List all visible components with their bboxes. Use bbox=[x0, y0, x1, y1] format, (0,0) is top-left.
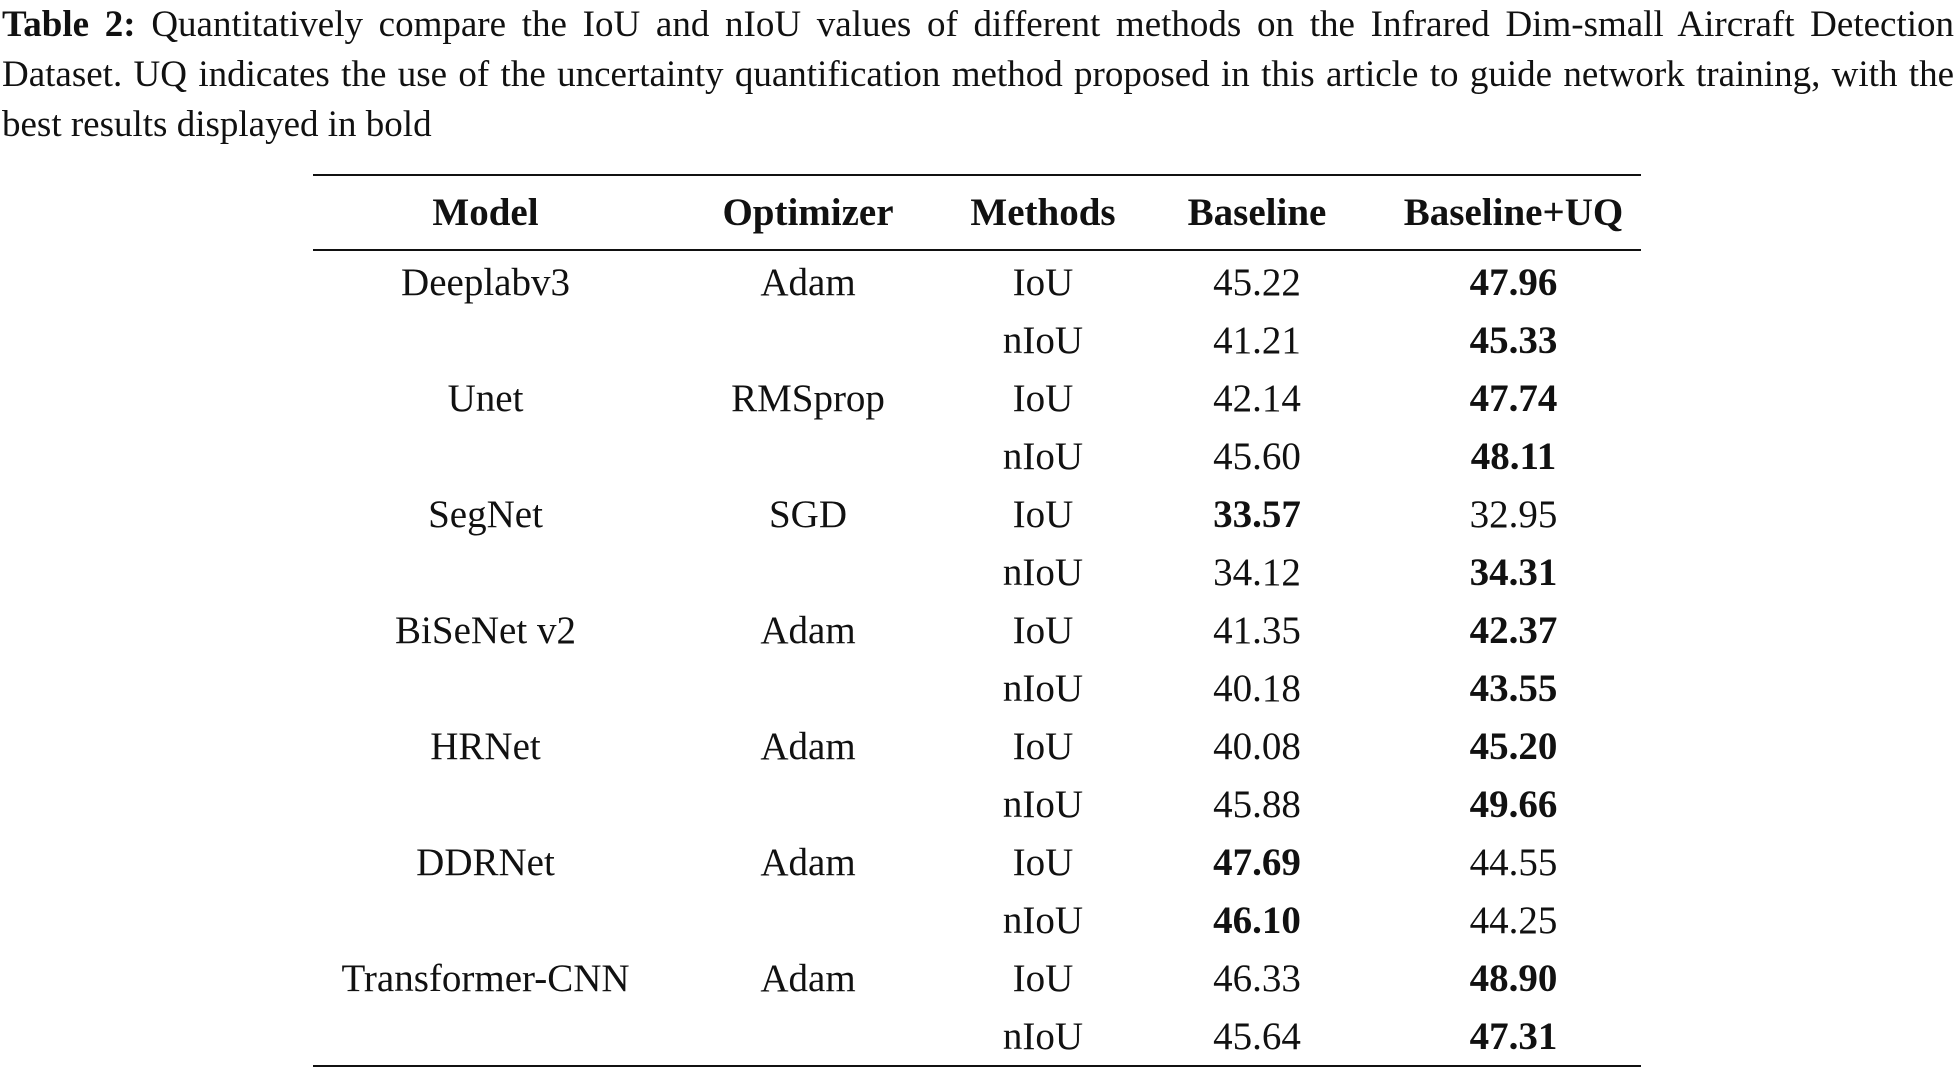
method-cell: IoU bbox=[1012, 260, 1074, 304]
table-row bbox=[313, 949, 1641, 1007]
header-methods: Methods bbox=[958, 175, 1128, 250]
table-row bbox=[313, 250, 1641, 311]
table-row bbox=[313, 311, 1641, 369]
results-table-container bbox=[313, 174, 1641, 1067]
baseline-uq-cell: 48.11 bbox=[1470, 434, 1557, 478]
table-row bbox=[313, 543, 1641, 601]
model-cell bbox=[313, 775, 658, 833]
baseline-cell: 40.18 bbox=[1213, 666, 1301, 710]
method-cell: nIoU bbox=[1002, 898, 1084, 942]
header-baseline: Baseline bbox=[1128, 175, 1386, 250]
table-row bbox=[313, 369, 1641, 427]
method-cell: IoU bbox=[1012, 492, 1074, 536]
baseline-cell: 45.64 bbox=[1128, 1007, 1386, 1066]
table-row bbox=[313, 717, 1641, 775]
baseline-cell: 40.08 bbox=[1213, 724, 1301, 768]
optimizer-cell bbox=[658, 311, 958, 369]
model-cell: DDRNet bbox=[416, 840, 555, 884]
method-cell: nIoU bbox=[1002, 666, 1084, 710]
results-table bbox=[313, 174, 1641, 1067]
table-caption bbox=[2, 0, 1954, 150]
baseline-uq-cell: 34.31 bbox=[1469, 550, 1558, 594]
optimizer-cell bbox=[658, 891, 958, 949]
model-cell bbox=[313, 1007, 658, 1066]
optimizer-cell: Adam bbox=[760, 724, 856, 768]
baseline-uq-cell: 43.55 bbox=[1469, 666, 1558, 710]
baseline-uq-cell: 45.33 bbox=[1469, 318, 1558, 362]
optimizer-cell: Adam bbox=[760, 956, 856, 1000]
table-row bbox=[313, 485, 1641, 543]
baseline-uq-cell: 44.55 bbox=[1469, 840, 1558, 884]
caption-label: Table 2: bbox=[2, 4, 136, 45]
baseline-cell: 45.22 bbox=[1213, 260, 1301, 304]
baseline-cell: 42.14 bbox=[1213, 376, 1301, 420]
optimizer-cell bbox=[658, 427, 958, 485]
baseline-cell: 47.69 bbox=[1213, 840, 1301, 884]
baseline-uq-cell: 42.37 bbox=[1469, 608, 1558, 652]
header-row bbox=[313, 175, 1641, 250]
optimizer-cell bbox=[658, 659, 958, 717]
header-model: Model bbox=[313, 175, 658, 250]
baseline-uq-cell: 48.90 bbox=[1469, 956, 1558, 1000]
method-cell: nIoU bbox=[1002, 318, 1084, 362]
optimizer-cell bbox=[658, 543, 958, 601]
method-cell: IoU bbox=[1012, 608, 1074, 652]
model-cell bbox=[313, 891, 658, 949]
header-optimizer: Optimizer bbox=[658, 175, 958, 250]
baseline-cell: 33.57 bbox=[1213, 492, 1301, 536]
optimizer-cell: Adam bbox=[760, 840, 856, 884]
optimizer-cell: Adam bbox=[760, 608, 856, 652]
baseline-uq-cell: 47.74 bbox=[1469, 376, 1558, 420]
baseline-uq-cell: 44.25 bbox=[1469, 898, 1558, 942]
model-cell: HRNet bbox=[430, 724, 541, 768]
table-row bbox=[313, 775, 1641, 833]
optimizer-cell: SGD bbox=[768, 492, 848, 536]
method-cell: IoU bbox=[1012, 724, 1074, 768]
header-baseline-uq: Baseline+UQ bbox=[1386, 175, 1641, 250]
table-row bbox=[313, 659, 1641, 717]
model-cell bbox=[313, 311, 658, 369]
optimizer-cell: Adam bbox=[760, 260, 856, 304]
method-cell: nIoU bbox=[1002, 434, 1084, 478]
baseline-uq-cell: 32.95 bbox=[1469, 492, 1558, 536]
table-row bbox=[313, 833, 1641, 891]
table-row bbox=[313, 601, 1641, 659]
baseline-cell: 46.33 bbox=[1213, 956, 1301, 1000]
table-body bbox=[313, 250, 1641, 1066]
method-cell: IoU bbox=[1012, 956, 1074, 1000]
method-cell: nIoU bbox=[958, 1007, 1128, 1066]
table-row bbox=[313, 427, 1641, 485]
method-cell: nIoU bbox=[1002, 550, 1084, 594]
baseline-cell: 34.12 bbox=[1213, 550, 1301, 594]
model-cell bbox=[313, 543, 658, 601]
optimizer-cell: RMSprop bbox=[731, 376, 885, 420]
model-cell bbox=[313, 659, 658, 717]
method-cell: IoU bbox=[1012, 840, 1074, 884]
caption-text: Quantitatively compare the IoU and nIoU values of different methods on the Infrared Dim-small Aircraft Detection Dataset. UQ indicates the use of the uncertainty quantification method proposed in this article to guide network training, with the best results displayed in bold bbox=[2, 4, 1955, 145]
method-cell: IoU bbox=[1012, 376, 1074, 420]
baseline-uq-cell: 45.20 bbox=[1469, 724, 1558, 768]
baseline-uq-cell: 49.66 bbox=[1469, 782, 1558, 826]
model-cell: Deeplabv3 bbox=[401, 260, 570, 304]
model-cell: SegNet bbox=[428, 492, 543, 536]
table-row bbox=[313, 1007, 1641, 1066]
baseline-uq-cell: 47.96 bbox=[1469, 260, 1558, 304]
model-cell: Unet bbox=[447, 376, 524, 420]
optimizer-cell bbox=[658, 775, 958, 833]
optimizer-cell bbox=[658, 1007, 958, 1066]
model-cell: Transformer-CNN bbox=[341, 956, 630, 1000]
baseline-cell: 45.60 bbox=[1213, 434, 1301, 478]
model-cell: BiSeNet v2 bbox=[395, 608, 576, 652]
method-cell: nIoU bbox=[1002, 782, 1084, 826]
baseline-uq-cell: 47.31 bbox=[1386, 1007, 1641, 1066]
table-header bbox=[313, 175, 1641, 250]
baseline-cell: 45.88 bbox=[1213, 782, 1301, 826]
model-cell bbox=[313, 427, 658, 485]
baseline-cell: 41.21 bbox=[1213, 318, 1301, 362]
baseline-cell: 41.35 bbox=[1213, 608, 1301, 652]
baseline-cell: 46.10 bbox=[1213, 898, 1301, 942]
table-row bbox=[313, 891, 1641, 949]
